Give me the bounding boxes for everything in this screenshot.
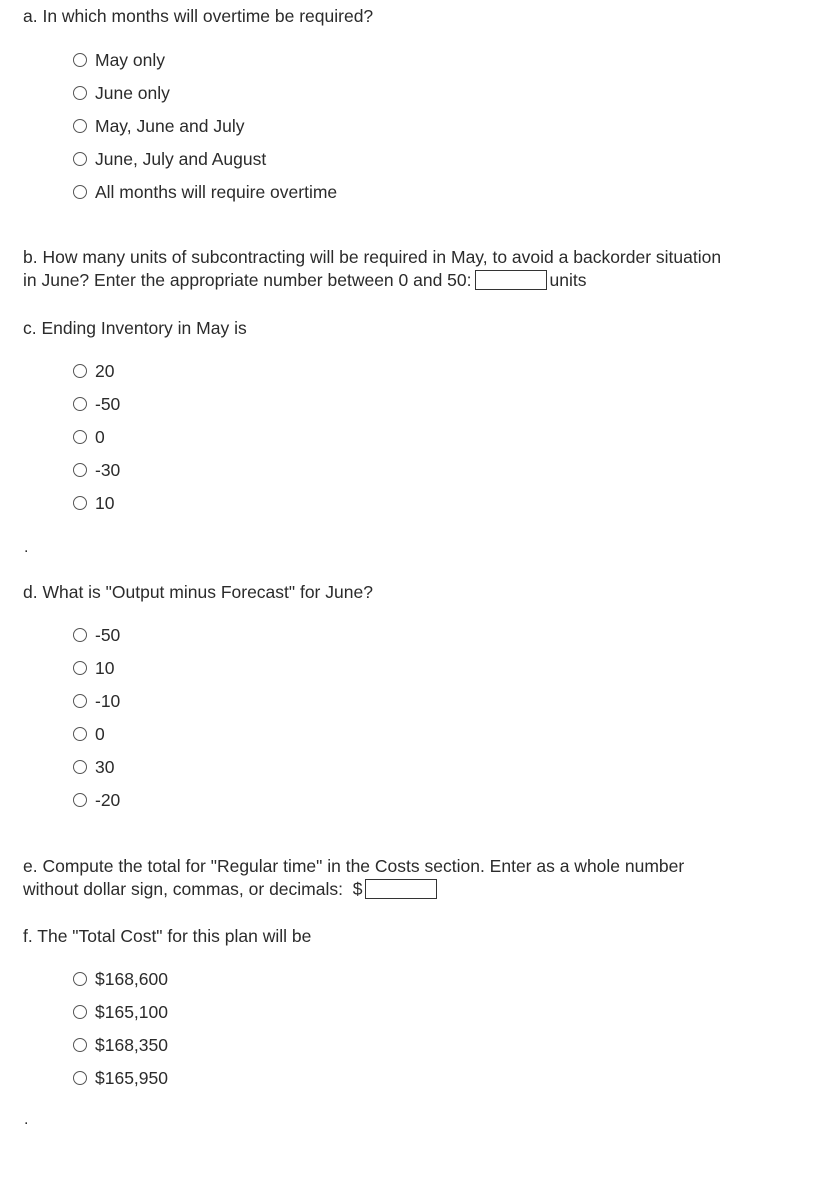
option-label: $168,350 [95, 1034, 168, 1055]
question-f-options [73, 962, 168, 1094]
radio-option[interactable] [73, 684, 120, 717]
option-label: -50 [95, 393, 121, 414]
option-label: -30 [95, 459, 121, 480]
radio-button[interactable] [73, 397, 87, 411]
question-b-line2 [23, 269, 721, 292]
units-suffix: units [549, 270, 587, 290]
option-label: 0 [95, 723, 105, 744]
radio-button[interactable] [73, 364, 87, 378]
radio-option[interactable] [73, 142, 337, 175]
radio-button[interactable] [73, 152, 87, 166]
question-c-options [73, 354, 120, 519]
subcontracting-units-input[interactable] [475, 270, 547, 290]
radio-button[interactable] [73, 972, 87, 986]
option-label: 20 [95, 360, 115, 381]
option-label: 10 [95, 657, 115, 678]
radio-button[interactable] [73, 86, 87, 100]
option-label: $168,600 [95, 968, 168, 989]
option-label: 0 [95, 426, 105, 447]
question-b-prompt [23, 246, 721, 292]
question-e-text: without dollar sign, commas, or decimals: [23, 879, 343, 899]
question-d-options [73, 618, 120, 816]
radio-option[interactable] [73, 717, 120, 750]
radio-option[interactable] [73, 995, 168, 1028]
option-label: $165,100 [95, 1001, 168, 1022]
regular-time-input[interactable] [365, 879, 437, 899]
radio-button[interactable] [73, 119, 87, 133]
option-label: -20 [95, 789, 121, 810]
radio-option[interactable] [73, 453, 120, 486]
radio-option[interactable] [73, 618, 120, 651]
radio-button[interactable] [73, 628, 87, 642]
radio-option[interactable] [73, 783, 120, 816]
question-a-prompt: a. In which months will overtime be required? [23, 6, 374, 26]
option-label: 10 [95, 492, 115, 513]
radio-button[interactable] [73, 661, 87, 675]
option-label: June, July and August [95, 148, 267, 169]
question-a-options [73, 43, 337, 208]
radio-button[interactable] [73, 53, 87, 67]
radio-option[interactable] [73, 750, 120, 783]
radio-button[interactable] [73, 185, 87, 199]
separator-dot: . [24, 539, 29, 556]
radio-option[interactable] [73, 486, 120, 519]
question-b-text: in June? Enter the appropriate number between 0 and 50: [23, 270, 472, 290]
radio-option[interactable] [73, 420, 120, 453]
radio-option[interactable] [73, 76, 337, 109]
option-label: All months will require overtime [95, 181, 338, 202]
question-e-line1: e. Compute the total for "Regular time" in the Costs section. Enter as a whole number [23, 856, 685, 876]
option-label: May, June and July [95, 115, 245, 136]
radio-button[interactable] [73, 430, 87, 444]
option-label: May only [95, 49, 166, 70]
option-label: June only [95, 82, 170, 103]
question-f-prompt: f. The "Total Cost" for this plan will be [23, 926, 312, 946]
separator-dot: . [24, 1111, 29, 1128]
question-b-line1: b. How many units of subcontracting will be required in May, to avoid a backorder situation [23, 247, 722, 267]
radio-option[interactable] [73, 651, 120, 684]
option-label: 30 [95, 756, 115, 777]
radio-option[interactable] [73, 109, 337, 142]
dollar-prefix: $ [352, 879, 363, 899]
radio-option[interactable] [73, 1028, 168, 1061]
question-e-line2 [23, 878, 684, 901]
radio-button[interactable] [73, 1038, 87, 1052]
option-label: -10 [95, 690, 121, 711]
radio-button[interactable] [73, 463, 87, 477]
radio-button[interactable] [73, 1005, 87, 1019]
radio-button[interactable] [73, 1071, 87, 1085]
option-label: $165,950 [95, 1067, 168, 1088]
question-c-prompt: c. Ending Inventory in May is [23, 318, 247, 338]
radio-option[interactable] [73, 43, 337, 76]
question-e-prompt [23, 855, 684, 901]
radio-option[interactable] [73, 175, 337, 208]
radio-button[interactable] [73, 760, 87, 774]
radio-option[interactable] [73, 387, 120, 420]
radio-button[interactable] [73, 496, 87, 510]
radio-option[interactable] [73, 962, 168, 995]
option-label: -50 [95, 624, 121, 645]
radio-option[interactable] [73, 1061, 168, 1094]
question-d-prompt: d. What is "Output minus Forecast" for June? [23, 582, 373, 602]
radio-option[interactable] [73, 354, 120, 387]
radio-button[interactable] [73, 793, 87, 807]
radio-button[interactable] [73, 694, 87, 708]
radio-button[interactable] [73, 727, 87, 741]
